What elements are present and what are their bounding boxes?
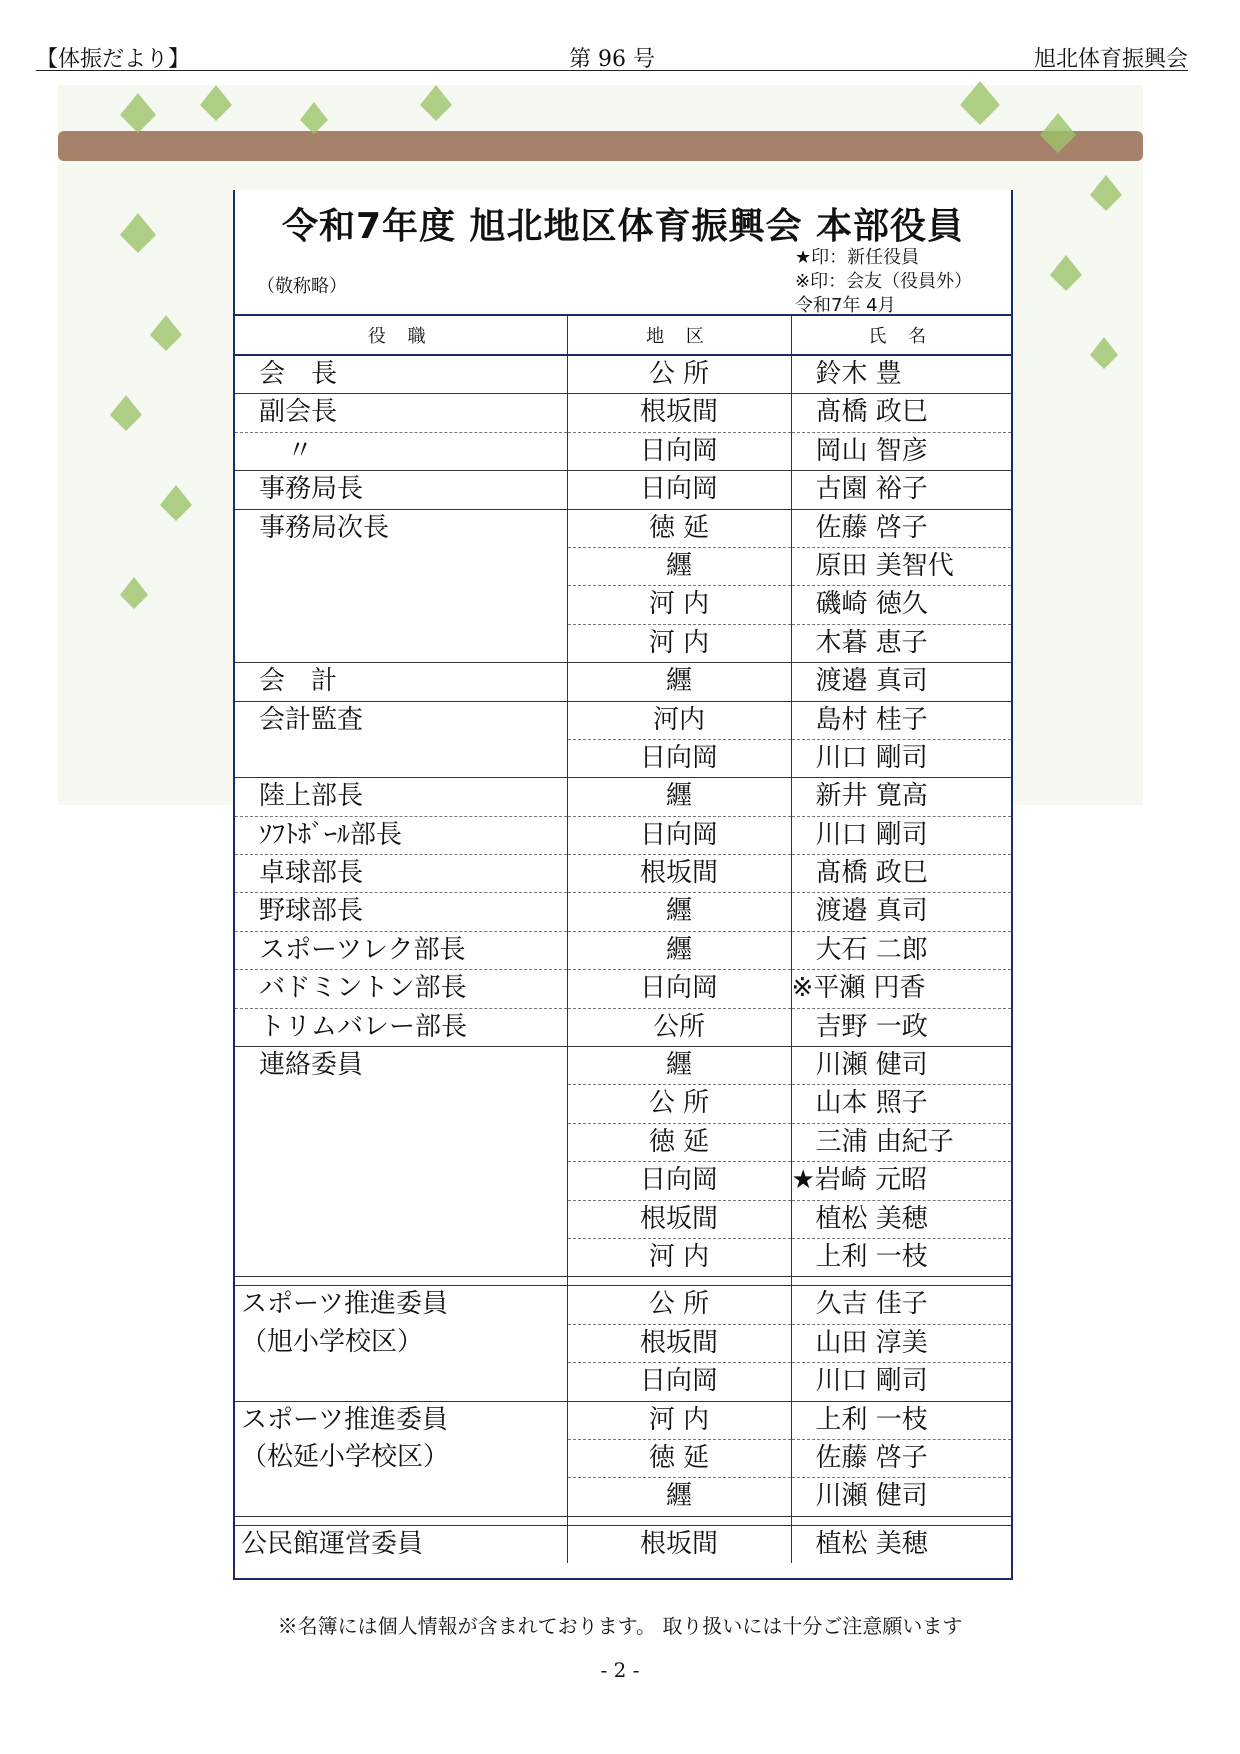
privacy-note: ※名簿には個人情報が含まれております。 取り扱いには十分ご注意願います [277,1614,963,1638]
name-cell: 渡邉 真司 [791,893,1011,931]
role-cell [235,739,567,777]
district-cell: 日向岡 [567,816,791,854]
name-cell: 岡山 智彦 [791,432,1011,470]
district-cell: 河 内 [567,624,791,662]
role-cell: バドミントン部長 [235,970,567,1008]
table-row [235,1085,1011,1123]
role-cell: 陸上部長 [235,778,567,816]
district-cell: 公 所 [567,1085,791,1123]
table-row [235,547,1011,585]
role-cell: （松延小学校区） [241,1442,450,1473]
name-cell: 髙橋 政巳 [791,855,1011,893]
name-cell: 島村 桂子 [791,701,1011,739]
name-cell: 髙橋 政巳 [791,394,1011,432]
role-cell [235,547,567,585]
legend-date: 令和7年 4月 [795,295,896,316]
name-cell: 古園 裕子 [791,471,1011,509]
table-row [235,778,1011,816]
district-cell: 日向岡 [567,1363,791,1401]
name-cell: 川口 剛司 [791,739,1011,777]
district-cell: 纒 [567,547,791,585]
table-gap [235,1516,1011,1525]
district-cell: 日向岡 [567,970,791,1008]
role-cell [235,1123,567,1161]
name-cell: 磯崎 徳久 [791,586,1011,624]
name-cell: 佐藤 啓子 [791,1439,1011,1477]
role-cell: 会計監査 [259,704,364,735]
role-cell [235,1363,567,1401]
role-cell: 会 計 [235,663,567,701]
name-cell: 木暮 恵子 [791,624,1011,662]
name-cell: 鈴木 豊 [791,355,1011,394]
table-row [235,394,1011,432]
table-row [235,1200,1011,1238]
table-row [235,624,1011,662]
district-cell: 河 内 [567,1401,791,1439]
district-cell: 公所 [567,1008,791,1046]
col-name-header: 氏 名 [791,315,1011,355]
table-gap [235,1277,1011,1286]
table-row [235,471,1011,509]
name-cell: 大石 二郎 [791,931,1011,969]
role-cell: トリムバレー部長 [235,1008,567,1046]
district-cell: 公 所 [567,1286,791,1324]
col-role-header: 役 職 [235,315,567,355]
district-cell: 纒 [567,893,791,931]
district-cell: 公 所 [567,355,791,394]
header-rule [36,70,1188,71]
name-cell: 川瀬 健司 [791,1047,1011,1085]
table-row [235,1238,1011,1276]
role-cell: 公民館運営委員 [241,1528,424,1559]
officers-table [235,314,1011,1563]
table-row [235,1324,1011,1362]
role-cell: 野球部長 [235,893,567,931]
role-cell [235,1478,567,1516]
newsletter-name: 【体振だより】 [36,47,191,72]
page-title: 令和7年度 旭北地区体育振興会 本部役員 [281,206,965,247]
role-cell [235,1238,567,1276]
role-cell: 副会長 [235,394,567,432]
district-cell: 徳 延 [567,509,791,547]
name-cell: 渡邉 真司 [791,663,1011,701]
name-cell: 新井 寛高 [791,778,1011,816]
table-row [235,1363,1011,1401]
name-cell: 吉野 一政 [791,1008,1011,1046]
table-row [235,1401,1011,1439]
role-cell: 〃 [235,432,567,470]
district-cell: 河 内 [567,1238,791,1276]
role-cell: 事務局次長 [259,512,390,543]
table-row [235,701,1011,739]
role-cell: （旭小学校区） [241,1327,424,1358]
table-row [235,1162,1011,1200]
table-row [235,1123,1011,1161]
district-cell: 日向岡 [567,471,791,509]
role-cell: 連絡委員 [259,1050,364,1081]
role-cell: スポーツレク部長 [235,931,567,969]
page-number: - 2 - [600,1658,640,1682]
table-row [235,509,1011,547]
table-row [235,931,1011,969]
district-cell: 纒 [567,1047,791,1085]
role-cell [235,1200,567,1238]
role-cell: 会 長 [235,355,567,394]
table-row [235,1008,1011,1046]
role-cell [235,586,567,624]
honorific-note: （敬称略） [257,276,347,297]
role-cell: スポーツ推進委員 [241,1289,448,1320]
name-cell: ※平瀬 円香 [791,970,1011,1008]
district-cell: 徳 延 [567,1123,791,1161]
district-cell: 纒 [567,778,791,816]
district-cell: 河内 [567,701,791,739]
table-header-row [235,315,1011,355]
table-row [235,893,1011,931]
table-row [235,816,1011,854]
table-row [235,355,1011,394]
district-cell: 根坂間 [567,855,791,893]
district-cell: 河 内 [567,586,791,624]
issue-number: 第 96 号 [569,47,655,72]
role-cell [235,1162,567,1200]
table-row [235,970,1011,1008]
table-row [235,586,1011,624]
district-cell: 纒 [567,663,791,701]
district-cell: 日向岡 [567,1162,791,1200]
role-cell: スポーツ推進委員 [241,1404,448,1435]
district-cell: 纒 [567,1478,791,1516]
name-cell: 山本 照子 [791,1085,1011,1123]
table-row [235,1525,1011,1563]
col-district-header: 地 区 [567,315,791,355]
table-row [235,855,1011,893]
organization-name: 旭北体育振興会 [1033,47,1188,72]
role-cell [235,1085,567,1123]
officers-list-frame [233,190,1013,1580]
page-header [36,42,1188,72]
district-cell: 根坂間 [567,1324,791,1362]
table-row [235,432,1011,470]
district-cell: 日向岡 [567,432,791,470]
role-cell [235,624,567,662]
district-cell: 根坂間 [567,394,791,432]
table-row [235,1439,1011,1477]
district-cell: 日向岡 [567,739,791,777]
legend-notes [795,246,972,318]
table-row [235,1047,1011,1085]
role-cell: 事務局長 [235,471,567,509]
name-cell: 上利 一枝 [791,1401,1011,1439]
table-row [235,663,1011,701]
name-cell: 上利 一枝 [791,1238,1011,1276]
role-cell: ｿﾌﾄﾎﾞｰﾙ部長 [235,816,567,854]
district-cell: 徳 延 [567,1439,791,1477]
name-cell: 原田 美智代 [791,547,1011,585]
name-cell: 山田 淳美 [791,1324,1011,1362]
district-cell: 根坂間 [567,1525,791,1563]
table-row [235,1478,1011,1516]
name-cell: 川口 剛司 [791,816,1011,854]
legend-new-officer: ★印：新任役員 [795,247,920,268]
district-cell: 纒 [567,931,791,969]
name-cell: 久吉 佳子 [791,1286,1011,1324]
name-cell: ★岩崎 元昭 [791,1162,1011,1200]
name-cell: 三浦 由紀子 [791,1123,1011,1161]
name-cell: 佐藤 啓子 [791,509,1011,547]
name-cell: 川瀬 健司 [791,1478,1011,1516]
name-cell: 植松 美穂 [791,1525,1011,1563]
name-cell: 植松 美穂 [791,1200,1011,1238]
table-row [235,739,1011,777]
table-row [235,1286,1011,1324]
role-cell: 卓球部長 [235,855,567,893]
legend-associate: ※印：会友（役員外） [795,271,973,292]
district-cell: 根坂間 [567,1200,791,1238]
name-cell: 川口 剛司 [791,1363,1011,1401]
wooden-beam [58,131,1143,161]
